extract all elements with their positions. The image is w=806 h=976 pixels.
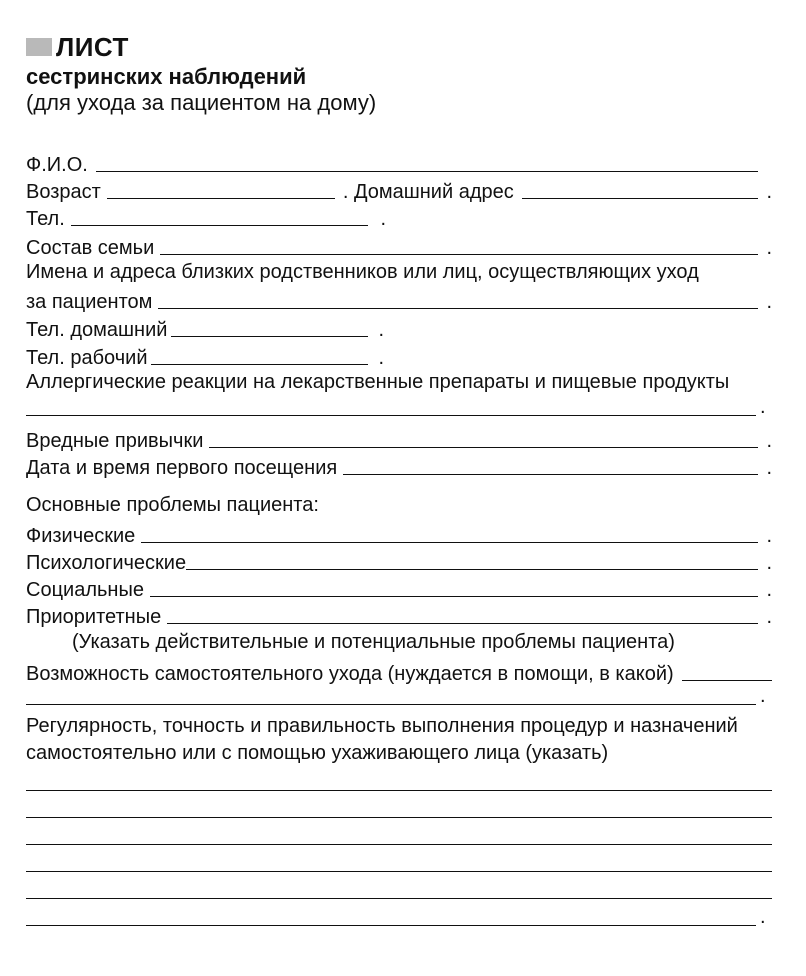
sheet-title: ЛИСТ	[56, 31, 129, 62]
psychological-dot: .	[766, 552, 772, 574]
problems-title: Основные проблемы пациента:	[26, 494, 319, 516]
physical-dot: .	[766, 525, 772, 547]
regularity-dot: .	[760, 906, 766, 928]
first-visit-row	[26, 453, 772, 479]
phone-dot: .	[380, 208, 386, 230]
work-phone-label: Тел. рабочий	[26, 347, 148, 369]
sheet-subtitle-note: (для ухода за пациентом на дому)	[26, 90, 377, 115]
relatives-field[interactable]	[158, 288, 758, 309]
phone-label: Тел.	[26, 208, 65, 230]
fio-label: Ф.И.О.	[26, 154, 88, 176]
first-visit-dot: .	[766, 457, 772, 479]
psychological-row	[26, 548, 772, 574]
phone-row	[26, 204, 386, 230]
social-label: Социальные	[26, 579, 144, 601]
relatives-row	[26, 287, 772, 313]
home-phone-row	[26, 315, 384, 341]
relatives-label: Имена и адреса близких родственников или лиц, осуществляющих уход	[26, 261, 699, 283]
self-care-label: Возможность самостоятельного ухода (нуждается в помощи, в какой)	[26, 663, 674, 685]
regularity-line-4[interactable]	[26, 851, 772, 872]
family-dot: .	[766, 237, 772, 259]
allergy-field[interactable]	[26, 395, 756, 416]
physical-label: Физические	[26, 525, 136, 547]
gray-marker-icon	[26, 38, 52, 56]
priority-field[interactable]	[167, 603, 758, 624]
regularity-line-6[interactable]	[26, 905, 756, 926]
address-dot: .	[766, 181, 772, 203]
allergy-dot: .	[760, 396, 766, 418]
regularity-line-2[interactable]	[26, 797, 772, 818]
self-care-field[interactable]	[682, 660, 772, 681]
relatives-dot: .	[766, 291, 772, 313]
first-visit-field[interactable]	[343, 454, 758, 475]
age-address-row	[26, 177, 772, 203]
social-field[interactable]	[150, 576, 758, 597]
social-dot: .	[766, 579, 772, 601]
first-visit-label: Дата и время первого посещения	[26, 457, 338, 479]
address-label: . Домашний адрес	[342, 181, 514, 203]
age-field[interactable]	[107, 178, 335, 199]
relatives-label-2: за пациентом	[26, 291, 153, 313]
regularity-label-2: самостоятельно или с помощью ухаживающего лица (указать)	[26, 742, 609, 764]
habits-row	[26, 426, 772, 452]
home-phone-label: Тел. домашний	[26, 319, 168, 341]
priority-label: Приоритетные	[26, 606, 162, 628]
work-phone-row	[26, 343, 384, 369]
family-field[interactable]	[160, 234, 758, 255]
phone-field[interactable]	[71, 205, 368, 226]
habits-dot: .	[766, 430, 772, 452]
problems-note: (Указать действительные и потенциальные проблемы пациента)	[72, 631, 675, 653]
psychological-field[interactable]	[186, 549, 758, 570]
physical-field[interactable]	[141, 522, 758, 543]
regularity-line-1[interactable]	[26, 770, 772, 791]
self-care-row	[26, 659, 772, 685]
psychological-label: Психологические	[26, 552, 187, 574]
social-row	[26, 575, 772, 601]
family-label: Состав семьи	[26, 237, 155, 259]
habits-label: Вредные привычки	[26, 430, 204, 452]
family-row	[26, 233, 772, 259]
regularity-line-5[interactable]	[26, 878, 772, 899]
home-phone-dot: .	[378, 319, 384, 341]
sheet-header	[26, 32, 376, 116]
work-phone-field[interactable]	[151, 344, 368, 365]
regularity-label: Регулярность, точность и правильность выполнения процедур и назначений	[26, 715, 738, 737]
age-label: Возраст	[26, 181, 101, 203]
regularity-line-3[interactable]	[26, 824, 772, 845]
fio-field[interactable]	[96, 151, 758, 172]
self-care-dot: .	[760, 685, 766, 707]
fio-row	[26, 150, 772, 176]
habits-field[interactable]	[209, 427, 758, 448]
sheet-subtitle: сестринских наблюдений	[26, 64, 307, 89]
priority-row	[26, 602, 772, 628]
home-phone-field[interactable]	[171, 316, 368, 337]
priority-dot: .	[766, 606, 772, 628]
allergy-label: Аллергические реакции на лекарственные препараты и пищевые продукты	[26, 371, 730, 393]
work-phone-dot: .	[378, 347, 384, 369]
address-field[interactable]	[522, 178, 758, 199]
self-care-field-2[interactable]	[26, 684, 756, 705]
physical-row	[26, 521, 772, 547]
